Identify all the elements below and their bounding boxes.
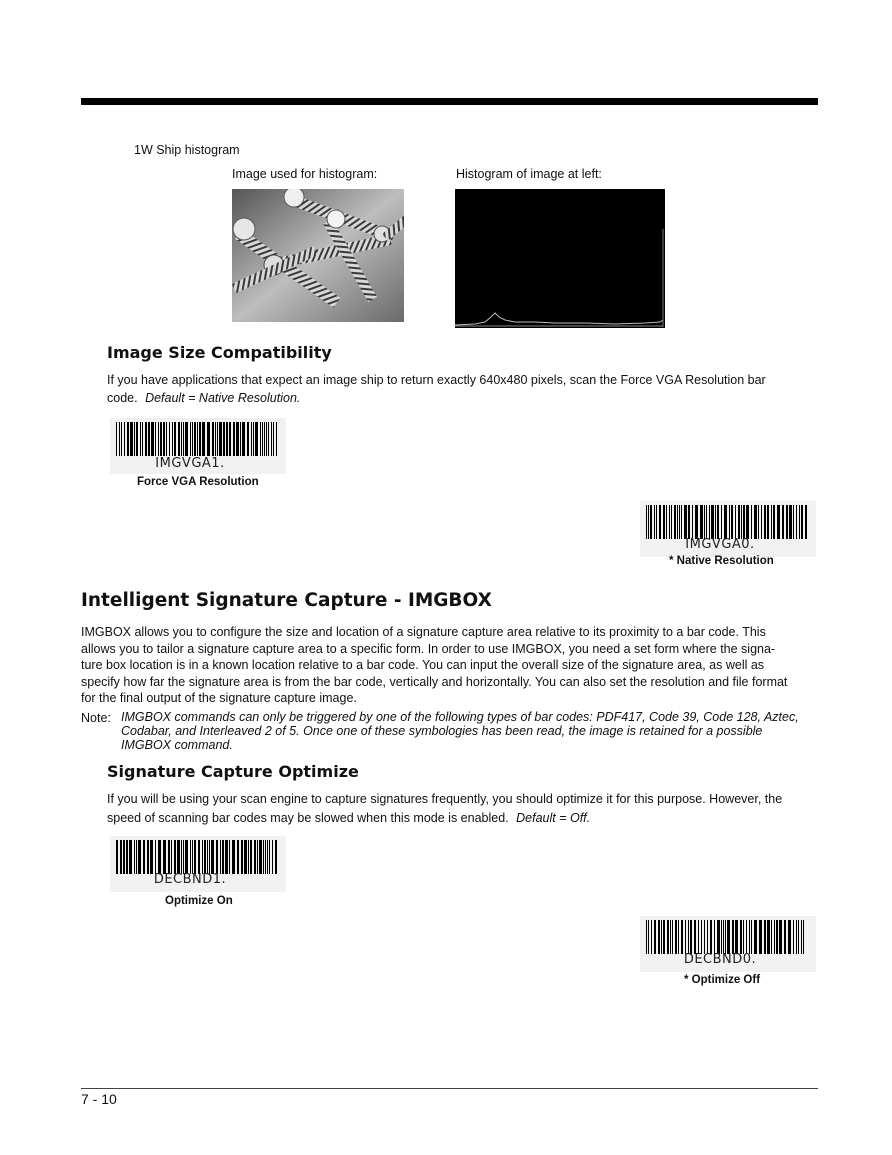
barcode-bar xyxy=(771,505,772,539)
barcode-bar xyxy=(143,840,145,874)
barcode-bar xyxy=(740,920,742,954)
barcode-bar xyxy=(211,840,214,874)
barcode-bar xyxy=(679,505,680,539)
barcode-bar xyxy=(749,920,750,954)
barcode-bar xyxy=(151,422,154,456)
barcode-bar xyxy=(168,840,170,874)
barcode-bar xyxy=(148,422,150,456)
barcode-bar xyxy=(171,840,172,874)
barcode-bar xyxy=(656,505,657,539)
barcode-bar xyxy=(723,920,724,954)
barcode-bar xyxy=(121,422,122,456)
barcode-bar xyxy=(773,505,775,539)
barcode-native-resolution[interactable] xyxy=(640,501,816,557)
sig-optimize-body-2: speed of scanning bar codes may be slowed when this mode is enabled. xyxy=(107,811,509,825)
barcode-bar xyxy=(181,422,182,456)
barcode-bar xyxy=(150,840,153,874)
histogram-label: Histogram of image at left: xyxy=(456,167,602,181)
barcode-bar xyxy=(140,422,141,456)
barcode-bar xyxy=(244,840,247,874)
barcode-bar xyxy=(155,840,156,874)
barcode-bar xyxy=(212,422,214,456)
barcode-bar xyxy=(667,920,669,954)
image-size-title: Image Size Compatibility xyxy=(107,343,332,362)
barcode-bar xyxy=(741,505,742,539)
barcode-bar xyxy=(666,505,667,539)
barcode-bar xyxy=(158,422,159,456)
barcode-bar xyxy=(120,840,122,874)
barcode-bar xyxy=(701,920,702,954)
footer-rule xyxy=(81,1088,818,1089)
barcode-bar xyxy=(788,920,791,954)
barcode-bar xyxy=(704,505,705,539)
barcode-bar xyxy=(129,840,132,874)
barcode-bar xyxy=(126,840,128,874)
barcode-bar xyxy=(784,920,786,954)
barcode-bar xyxy=(646,920,647,954)
barcode-bar xyxy=(134,422,135,456)
barcode-bar xyxy=(190,422,191,456)
barcode-bars xyxy=(646,505,810,541)
barcode-bar xyxy=(714,920,715,954)
barcode-bar xyxy=(727,920,730,954)
barcode-bar xyxy=(255,422,258,456)
barcode-bar xyxy=(761,505,762,539)
barcode-bar xyxy=(142,422,143,456)
barcode-bar xyxy=(717,920,720,954)
barcode-bar xyxy=(654,920,656,954)
barcode-bar xyxy=(754,920,757,954)
barcode-bar xyxy=(130,422,133,456)
barcode-bar xyxy=(782,505,784,539)
barcode-bar xyxy=(721,920,722,954)
barcode-bar xyxy=(746,920,747,954)
barcode-bar xyxy=(204,840,206,874)
barcode-bar xyxy=(209,840,210,874)
note-body xyxy=(121,710,821,752)
barcode-bar xyxy=(222,840,224,874)
barcode-bar xyxy=(192,840,193,874)
barcode-bar xyxy=(746,505,749,539)
barcode-bar xyxy=(646,505,647,539)
barcode-bar xyxy=(721,505,722,539)
barcode-bar xyxy=(172,422,173,456)
barcode-bar xyxy=(259,840,262,874)
barcode-bar xyxy=(185,840,188,874)
barcode-bar xyxy=(774,920,775,954)
barcode-bar xyxy=(145,422,147,456)
imgbox-line: ture box location is in a known location relative to a bar code. You can input the overall size of the signature area, as well as xyxy=(81,658,765,672)
barcode-text: IMGVGA0. xyxy=(685,537,755,552)
barcode-bar xyxy=(240,422,241,456)
barcode-bar xyxy=(793,920,794,954)
barcode-text: DECBND1. xyxy=(153,872,227,887)
barcode-bar xyxy=(262,422,263,456)
barcode-bar xyxy=(694,920,696,954)
barcode-bar xyxy=(732,920,734,954)
barcode-bar xyxy=(796,505,797,539)
barcode-bar xyxy=(232,840,235,874)
barcode-bar xyxy=(759,920,762,954)
barcode-bar xyxy=(236,422,239,456)
barcode-bar xyxy=(767,920,770,954)
note-label: Note: xyxy=(81,711,111,725)
barcode-bar xyxy=(166,422,167,456)
barcode-bar xyxy=(183,840,184,874)
note-line: IMGBOX commands can only be triggered by one of the following types of bar codes: PDF417, Code 39, Code 128, Aztec, xyxy=(121,710,799,724)
barcode-bar xyxy=(207,840,208,874)
barcode-bar xyxy=(242,422,245,456)
note-line: Codabar, and Interleaved 2 of 5. Once one of these symbologies has been read, the image is retained for a possible xyxy=(121,724,763,738)
barcode-bar xyxy=(688,920,689,954)
barcode-optimize-off[interactable] xyxy=(640,916,816,972)
barcode-bar xyxy=(265,840,266,874)
barcode-bar xyxy=(764,505,766,539)
sig-optimize-title: Signature Capture Optimize xyxy=(107,762,359,781)
barcode-bar xyxy=(223,422,225,456)
barcode-bar xyxy=(715,505,716,539)
barcode-bar xyxy=(225,840,228,874)
barcode-bar xyxy=(219,422,222,456)
barcode-bar xyxy=(767,505,769,539)
barcode-bar xyxy=(123,840,125,874)
barcode-bar xyxy=(688,505,690,539)
barcode-bar xyxy=(776,920,778,954)
barcode-bar xyxy=(675,920,677,954)
barcode-bar xyxy=(194,840,196,874)
barcode-bar xyxy=(764,920,766,954)
barcode-bar xyxy=(729,505,730,539)
barcode-bar xyxy=(216,840,218,874)
barcode-bar xyxy=(163,422,165,456)
barcode-bar xyxy=(269,840,270,874)
barcode-bar xyxy=(801,920,802,954)
optimize-on-label: Optimize On xyxy=(165,895,233,907)
barcode-bar xyxy=(674,505,676,539)
barcode-bar xyxy=(276,422,277,456)
barcode-bar xyxy=(202,422,205,456)
barcode-bar xyxy=(805,505,807,539)
image-size-default: Default = Native Resolution. xyxy=(145,391,301,405)
histogram-heading: 1W Ship histogram xyxy=(134,143,240,157)
barcode-bar xyxy=(754,505,757,539)
page-number: 7 - 10 xyxy=(81,1091,117,1107)
barcode-bar xyxy=(160,422,162,456)
barcode-bar xyxy=(158,840,161,874)
barcode-text: IMGVGA1. xyxy=(155,456,225,471)
barcode-bar xyxy=(257,840,258,874)
barcode-bar xyxy=(220,840,221,874)
barcode-bar xyxy=(661,920,662,954)
barcode-bar xyxy=(260,422,261,456)
native-resolution-label: * Native Resolution xyxy=(669,555,774,567)
barcode-bar xyxy=(692,505,693,539)
barcode-bar xyxy=(163,840,166,874)
imgbox-line: IMGBOX allows you to configure the size and location of a signature capture area relative to its proximity to a bar code. This xyxy=(81,625,766,639)
barcode-bar xyxy=(704,920,705,954)
barcode-bar xyxy=(271,422,272,456)
barcode-bar xyxy=(651,920,652,954)
barcode-bar xyxy=(251,422,252,456)
barcode-force-vga[interactable] xyxy=(110,418,286,474)
image-size-body-1: If you have applications that expect an image ship to return exactly 640x480 pixels, scan the Force VGA Resolution bar xyxy=(107,373,766,387)
barcode-bar xyxy=(190,840,191,874)
barcode-bar xyxy=(116,840,118,874)
barcode-bar xyxy=(710,920,712,954)
barcode-bar xyxy=(706,505,707,539)
barcode-bar xyxy=(786,505,788,539)
barcode-bar xyxy=(700,505,703,539)
barcode-bar xyxy=(248,840,249,874)
barcode-bar xyxy=(138,840,141,874)
barcode-bar xyxy=(233,422,235,456)
barcode-bar xyxy=(751,505,752,539)
barcode-bar xyxy=(709,505,710,539)
barcode-bar xyxy=(711,505,714,539)
barcode-bar xyxy=(738,505,740,539)
barcode-bar xyxy=(698,920,699,954)
barcode-bar xyxy=(669,505,670,539)
barcode-bar xyxy=(725,920,726,954)
barcode-bar xyxy=(136,422,138,456)
barcode-bar xyxy=(247,422,249,456)
barcode-bar xyxy=(202,840,203,874)
barcode-bar xyxy=(199,422,201,456)
barcode-bar xyxy=(178,422,180,456)
barcode-bar xyxy=(801,505,803,539)
imgbox-line: specify how far the signature area is from the bar code, vertically and horizontally. You can also set the resolution and file format xyxy=(81,674,788,689)
barcode-bar xyxy=(194,422,196,456)
barcode-bar xyxy=(267,840,268,874)
barcode-bar xyxy=(215,422,216,456)
barcode-bar xyxy=(672,920,673,954)
barcode-bar xyxy=(677,505,678,539)
barcode-bar xyxy=(217,422,218,456)
barcode-bar xyxy=(735,920,738,954)
barcode-bar xyxy=(124,422,125,456)
barcode-bar xyxy=(796,920,797,954)
barcode-bar xyxy=(273,422,274,456)
barcode-bar xyxy=(684,505,687,539)
force-vga-label: Force VGA Resolution xyxy=(137,476,259,488)
barcode-bar xyxy=(253,422,254,456)
barcode-bar xyxy=(663,505,665,539)
barcode-bar xyxy=(183,422,184,456)
sig-optimize-body-1: If you will be using your scan engine to capture signatures frequently, you should optimize it for this purpose. However, the xyxy=(107,792,783,806)
barcode-bar xyxy=(116,422,117,456)
barcode-bar xyxy=(272,840,273,874)
barcode-bar xyxy=(229,422,231,456)
barcode-bar xyxy=(181,840,182,874)
imgbox-line: for the final output of the signature capture image. xyxy=(81,691,357,705)
screws-photo xyxy=(232,189,404,322)
barcode-bar xyxy=(654,505,655,539)
barcode-bar xyxy=(192,422,193,456)
barcode-bar xyxy=(681,920,683,954)
barcode-bar xyxy=(731,505,733,539)
barcode-bar xyxy=(650,505,652,539)
barcode-bars xyxy=(646,920,810,956)
barcode-bar xyxy=(250,840,252,874)
barcode-bar xyxy=(241,840,243,874)
barcode-bar xyxy=(237,840,239,874)
barcode-bar xyxy=(777,505,780,539)
barcode-bar xyxy=(663,920,665,954)
barcode-bar xyxy=(724,505,727,539)
barcode-optimize-on[interactable] xyxy=(110,836,286,892)
barcode-bar xyxy=(263,840,264,874)
barcode-bar xyxy=(197,422,198,456)
barcode-bar xyxy=(690,920,692,954)
barcode-bar xyxy=(735,505,736,539)
barcode-bar xyxy=(127,422,129,456)
barcode-bar xyxy=(268,422,269,456)
barcode-bar xyxy=(264,422,265,456)
barcode-bar xyxy=(136,840,137,874)
barcode-bar xyxy=(743,505,745,539)
barcode-bar xyxy=(803,920,804,954)
barcode-bar xyxy=(198,840,200,874)
barcode-bar xyxy=(648,505,649,539)
barcode-bar xyxy=(685,920,686,954)
barcode-bar xyxy=(751,920,752,954)
barcode-bar xyxy=(789,505,792,539)
barcode-bar xyxy=(658,920,660,954)
barcode-bar xyxy=(648,920,649,954)
barcode-bar xyxy=(174,422,176,456)
header-rule xyxy=(81,98,818,105)
barcode-bar xyxy=(707,920,708,954)
barcode-bar xyxy=(671,505,672,539)
barcode-bar xyxy=(659,505,661,539)
barcode-bar xyxy=(147,840,149,874)
optimize-off-label: * Optimize Off xyxy=(684,974,761,986)
histogram-chart xyxy=(455,189,665,328)
barcode-bar xyxy=(799,505,800,539)
barcode-bar xyxy=(717,505,719,539)
barcode-bar xyxy=(798,920,799,954)
barcode-bar xyxy=(174,840,176,874)
imgbox-title: Intelligent Signature Capture - IMGBOX xyxy=(81,590,492,611)
barcode-bar xyxy=(254,840,256,874)
barcode-bar xyxy=(266,422,267,456)
image-label: Image used for histogram: xyxy=(232,167,378,181)
imgbox-paragraph xyxy=(81,624,821,707)
barcode-bar xyxy=(695,505,698,539)
barcode-bar xyxy=(185,422,188,456)
barcode-bar xyxy=(678,920,679,954)
imgbox-line: allows you to tailor a signature capture area to a specific form. In order to use IMGBOX, you need a set form where the signa- xyxy=(81,641,776,656)
note-line: IMGBOX command. xyxy=(121,738,233,752)
barcode-bars xyxy=(116,422,280,458)
barcode-bar xyxy=(226,422,228,456)
barcode-bar xyxy=(207,422,210,456)
image-size-body-2: code. xyxy=(107,391,138,405)
barcode-bar xyxy=(134,840,135,874)
barcode-bar xyxy=(177,840,180,874)
barcode-bar xyxy=(275,840,277,874)
barcode-bar xyxy=(169,422,170,456)
barcode-bar xyxy=(793,505,794,539)
barcode-bar xyxy=(119,422,120,456)
barcode-bars xyxy=(116,840,280,876)
barcode-bar xyxy=(155,422,156,456)
barcode-bar xyxy=(758,505,759,539)
barcode-bar xyxy=(771,920,772,954)
barcode-bar xyxy=(670,920,671,954)
sig-optimize-default: Default = Off. xyxy=(516,811,591,825)
barcode-bar xyxy=(743,920,744,954)
barcode-bar xyxy=(229,840,230,874)
barcode-text: DECBND0. xyxy=(683,952,757,967)
barcode-bar xyxy=(779,920,782,954)
barcode-bar xyxy=(681,505,682,539)
